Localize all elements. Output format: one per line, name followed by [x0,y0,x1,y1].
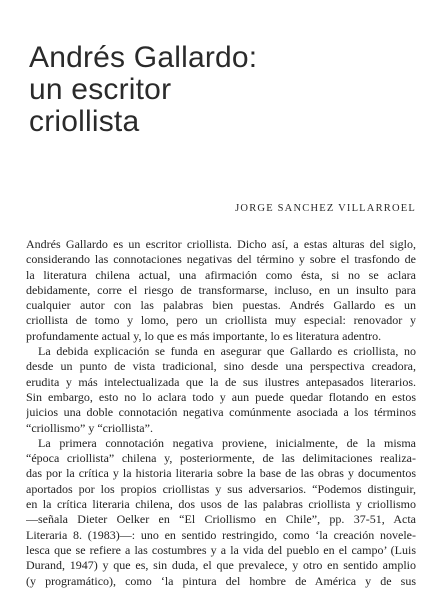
article-title [29,42,419,138]
text-line: criollista de tomo y lomo, pero un criollista muy especial: renovador y [26,313,416,328]
text-line: juicios una doble connotación negativa comúnmente asociada a los términos [26,405,416,420]
text-line: erudita y más intelectualizada que la de sus ilustres antepasados literarios. [26,374,416,389]
text-line: “criollismo” y “criollista”. [26,420,153,435]
text-line: das por la crítica y la historia literaria sobre la base de las obras y documentos [26,466,416,481]
text-line: Andrés Gallardo es un escritor criollista. Dicho así, a estas alturas del siglo, [26,237,416,251]
text-line: lesca que se refiere a las costumbres y a la vida del pueblo en el campo’ (Luis [26,542,416,557]
title-line: Andrés Gallardo: [29,41,258,74]
text-line: (y programático), como ‘la pintura del hombre de América y de sus [26,573,416,588]
paragraph-1 [26,237,416,344]
text-line: considerando las connotaciones negativas del término y sobre el trasfondo de [26,252,416,267]
text-line: profundamente actual y, lo que es más importante, lo es literatura adentro. [26,328,382,343]
text-line: en la crítica literaria chilena, dos usos de las palabras criollista y criollismo [26,497,416,512]
text-line: Sin embargo, esto no lo aclara todo y aun puede quedar flotando en estos [26,389,416,404]
paragraph-2 [26,344,416,436]
text-line: Literaria 8. (1983)—: uno en sentido restringido, como ‘la creación novele- [26,527,416,542]
author-name: JORGE SANCHEZ VILLARROEL [235,203,416,214]
text-line: debidamente, corre el riesgo de transformarse, incluso, en un insulto para [26,282,416,297]
text-line: La debida explicación se funda en asegurar que Gallardo es criollista, no [38,344,416,359]
text-line: —señala Dieter Oelker en “El Criollismo en Chile”, pp. 37-51, Acta [26,512,416,527]
text-line: La primera connotación negativa proviene, inicialmente, de la misma [38,435,416,450]
text-line: Durand, 1947) y que es, sin duda, el que prevalece, y otro en sentido amplio [26,558,416,573]
article-body [26,237,416,589]
text-line: “época criollista” chilena y, posteriormente, de las delimitaciones realiza- [26,451,416,466]
text-line: la literatura chilena actual, una afirmación como ésta, si no se aclara [26,267,416,282]
title-line: criollista [29,105,140,138]
text-line: aportados por los propios criollistas y sus adversarios. “Podemos distinguir, [26,481,416,496]
text-line: desde un punto de vista tradicional, sino desde una perspectiva creadora, [26,359,416,374]
title-line: un escritor [29,73,172,106]
paragraph-3 [26,436,416,589]
text-line: cualquier autor con las palabras bien puestas. Andrés Gallardo es un [26,298,416,313]
